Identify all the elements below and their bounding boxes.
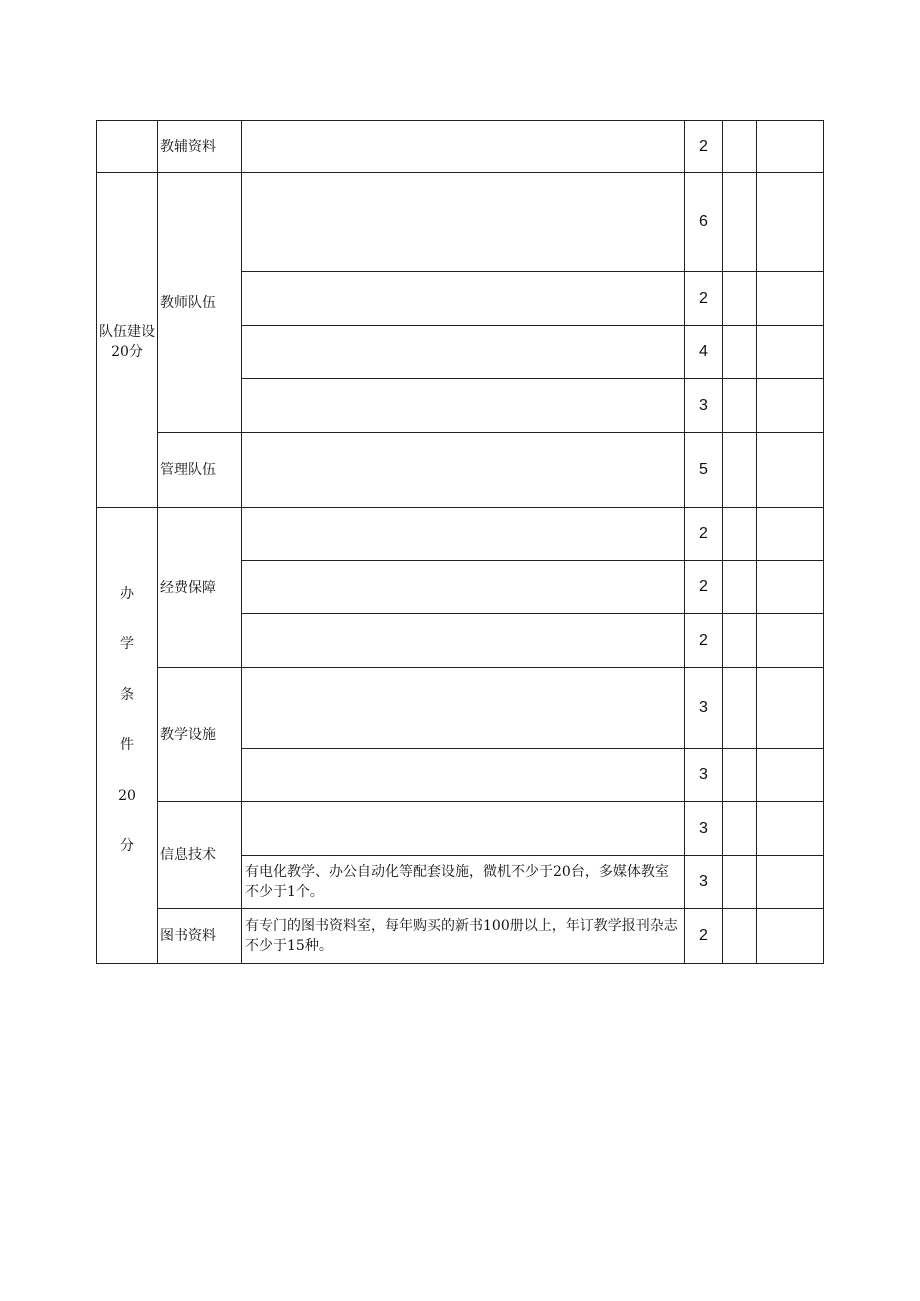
table-border-bottom [96, 963, 824, 964]
score-value: 3 [699, 873, 708, 890]
subcategory-label: 信息技术 [160, 847, 216, 863]
description-cell [242, 668, 684, 748]
score-value: 3 [699, 699, 708, 716]
score-value: 3 [699, 766, 708, 783]
score-value: 4 [699, 343, 708, 360]
col-divider-5 [756, 120, 757, 964]
col-divider-4 [722, 120, 723, 964]
category-conditions-char: 20 [118, 787, 136, 804]
score-cell [685, 272, 722, 325]
subcategory-label: 图书资料 [160, 928, 216, 944]
subcategory-cell [158, 508, 241, 667]
category-conditions-char: 学 [120, 636, 134, 653]
score-value: 6 [699, 213, 708, 230]
subcategory-label: 教学设施 [160, 726, 216, 743]
score-cell [685, 433, 722, 507]
description-cell [242, 379, 684, 432]
subcategory-cell [158, 433, 241, 507]
description-cell [242, 856, 684, 908]
score-cell [685, 802, 722, 855]
score-value: 5 [699, 461, 708, 478]
description-text: 有专门的图书资料室，每年购买的新书100册以上，年订教学报刊杂志不少于15种。 [245, 918, 678, 954]
score-cell [685, 749, 722, 801]
score-value: 2 [699, 289, 708, 307]
score-cell [685, 379, 722, 432]
category-conditions-char: 条 [120, 686, 134, 703]
category-team-label: 队伍建设20分 [99, 324, 155, 360]
score-value: 2 [699, 631, 708, 649]
score-value: 2 [699, 578, 708, 595]
subcategory-label: 教辅资料 [160, 138, 216, 155]
table-border-right [823, 120, 824, 964]
subcategory-cell [158, 121, 241, 172]
category-team [97, 312, 157, 372]
category-conditions-char: 件 [120, 737, 134, 754]
subcategory-cell [158, 668, 241, 801]
score-cell [685, 326, 722, 378]
score-cell [685, 121, 722, 172]
score-cell [685, 173, 722, 271]
description-cell [242, 272, 684, 325]
description-cell [242, 173, 684, 271]
description-cell [242, 326, 684, 378]
description-cell [242, 121, 684, 172]
score-value: 3 [699, 819, 708, 837]
category-conditions [97, 584, 157, 856]
subcategory-cell [158, 173, 241, 432]
description-cell [242, 433, 684, 507]
score-value: 2 [699, 137, 708, 155]
score-cell [685, 909, 722, 963]
description-cell [242, 561, 684, 613]
category-conditions-char: 办 [120, 586, 134, 602]
score-cell [685, 856, 722, 908]
score-cell [685, 508, 722, 560]
score-cell [685, 668, 722, 748]
description-cell [242, 802, 684, 855]
score-value: 2 [699, 525, 708, 542]
description-text: 有电化教学、办公自动化等配套设施，微机不少于20台，多媒体教室不少于1个。 [245, 864, 669, 900]
subcategory-cell [158, 909, 241, 963]
description-cell [242, 614, 684, 667]
score-value: 3 [699, 396, 708, 414]
score-cell [685, 614, 722, 667]
category-conditions-char: 分 [120, 837, 134, 854]
subcategory-label: 管理队伍 [160, 462, 216, 478]
subcategory-label: 经费保障 [160, 579, 216, 596]
subcategory-cell [158, 802, 241, 908]
description-cell [242, 909, 684, 963]
score-cell [685, 561, 722, 613]
description-cell [242, 508, 684, 560]
score-value: 2 [699, 927, 708, 944]
subcategory-label: 教师队伍 [160, 294, 216, 311]
description-cell [242, 749, 684, 801]
